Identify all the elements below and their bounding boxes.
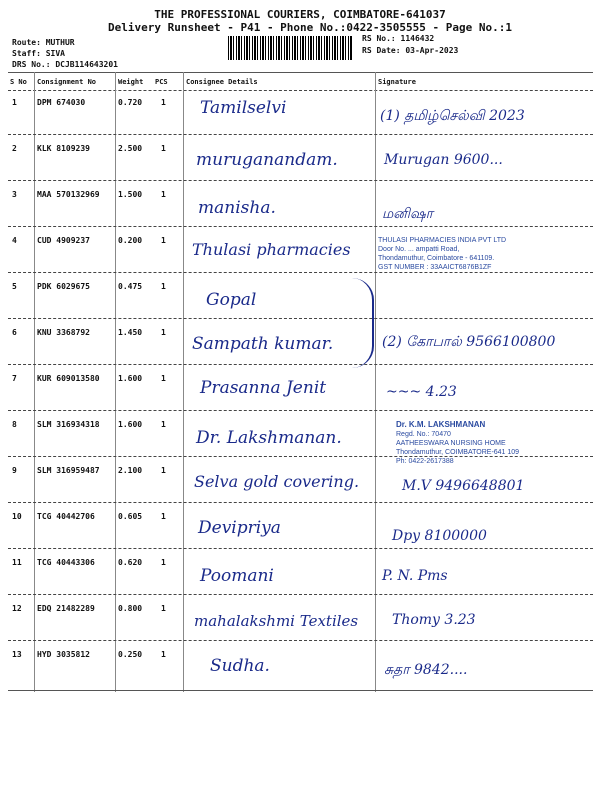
row-pcs: 1 [161, 558, 166, 567]
row-weight: 1.600 [118, 374, 143, 383]
row-rule [8, 456, 593, 457]
header-rule [8, 90, 593, 91]
row-sno: 11 [12, 558, 22, 567]
row-weight: 0.200 [118, 236, 143, 245]
company-title: THE PROFESSIONAL COURIERS, COIMBATORE-641037 [154, 8, 446, 21]
row-weight: 0.720 [118, 98, 143, 107]
row-pcs: 1 [161, 144, 166, 153]
row-consignee: Tamilselvi [200, 98, 287, 118]
row-consignment: EDQ 21482289 [37, 604, 95, 613]
staff-label: Staff: SIVA [12, 49, 65, 58]
row-pcs: 1 [161, 98, 166, 107]
runsheet-subtitle: Delivery Runsheet - P41 - Phone No.:0422-3505555 - Page No.:1 [108, 21, 512, 34]
row-weight: 0.800 [118, 604, 143, 613]
header-signature: Signature [378, 78, 416, 86]
row-weight: 0.605 [118, 512, 143, 521]
row-consignee: mahalakshmi Textiles [194, 612, 359, 630]
stamp-line: Regd. No.: 70470 [396, 431, 451, 438]
row-sno: 1 [12, 98, 17, 107]
header-weight: Weight [118, 78, 144, 86]
row-signature: ~~~ 4.23 [386, 384, 457, 400]
row-pcs: 1 [161, 282, 166, 291]
row-consignee: muruganandam. [196, 150, 338, 170]
row-consignee: Selva gold covering. [194, 472, 360, 491]
row-sno: 13 [12, 650, 22, 659]
row-pcs: 1 [161, 190, 166, 199]
row-weight: 1.600 [118, 420, 143, 429]
row-sno: 12 [12, 604, 22, 613]
row-consignment: KLK 8109239 [37, 144, 90, 153]
row-weight: 2.500 [118, 144, 143, 153]
stamp-line: Thondamuthur, Coimbatore - 641109. [378, 255, 495, 262]
row-signature: Thomy 3.23 [392, 612, 476, 628]
row-pcs: 1 [161, 650, 166, 659]
row-pcs: 1 [161, 604, 166, 613]
row-consignment: SLM 316934318 [37, 420, 100, 429]
row-rule [8, 226, 593, 227]
row-consignee: Sampath kumar. [192, 334, 334, 354]
header-consignment: Consignment No [37, 78, 97, 86]
row-signature: (1) தமிழ்செல்வி 2023 [380, 108, 525, 124]
barcode-image [228, 36, 353, 60]
col-divider [115, 72, 116, 692]
row-consignee: Dr. Lakshmanan. [196, 428, 342, 448]
table-bottom-rule [8, 690, 593, 691]
stamp-line: Dr. K.M. LAKSHMANAN [396, 420, 486, 429]
col-divider [34, 72, 35, 692]
row-consignment: DPM 674030 [37, 98, 86, 107]
row-pcs: 1 [161, 512, 166, 521]
row-consignee: Devipriya [198, 518, 281, 538]
row-pcs: 1 [161, 466, 166, 475]
stamp-line: Thondamuthur, COIMBATORE-641 109 [396, 449, 520, 456]
stamp-line: THULASI PHARMACIES INDIA PVT LTD [378, 237, 507, 244]
row-pcs: 1 [161, 420, 166, 429]
row-sno: 2 [12, 144, 17, 153]
row-consignment: TCG 40442706 [37, 512, 95, 521]
row-weight: 0.620 [118, 558, 143, 567]
rs-number: RS No.: 1146432 [362, 34, 435, 43]
row-sno: 5 [12, 282, 17, 291]
row-rule [8, 364, 593, 365]
row-weight: 2.100 [118, 466, 143, 475]
row-consignee: Poomani [200, 566, 274, 586]
row-rule [8, 134, 593, 135]
row-consignment: SLM 316959487 [37, 466, 100, 475]
row-rule [8, 594, 593, 595]
stamp-line: Door No. ... ampatti Road, [378, 246, 460, 253]
row-consignee: Sudha. [210, 656, 270, 676]
row-sno: 6 [12, 328, 17, 337]
thulasi-pharmacy-stamp [378, 236, 506, 272]
col-divider [183, 72, 184, 692]
header-sno: S No [10, 78, 27, 86]
row-sno: 3 [12, 190, 17, 199]
table-top-rule [8, 72, 593, 73]
row-consignment: MAA 570132969 [37, 190, 100, 199]
row-sno: 9 [12, 466, 17, 475]
row-rule [8, 502, 593, 503]
row-consignment: TCG 40443306 [37, 558, 95, 567]
row-sno: 7 [12, 374, 17, 383]
rs-date: RS Date: 03-Apr-2023 [362, 46, 459, 55]
row-consignment: KNU 3368792 [37, 328, 90, 337]
row-signature: M.V 9496648801 [402, 478, 525, 494]
row-consignee: manisha. [198, 198, 276, 218]
row-signature: Murugan 9600... [384, 152, 503, 168]
row-consignment: HYD 3035812 [37, 650, 90, 659]
handwritten-brace [352, 278, 374, 368]
header-consignee: Consignee Details [186, 78, 258, 86]
row-weight: 1.500 [118, 190, 143, 199]
row-sno: 4 [12, 236, 17, 245]
stamp-line: Ph: 0422-2617388 [396, 458, 454, 465]
route-label: Route: MUTHUR [12, 38, 75, 47]
row-rule [8, 272, 593, 273]
stamp-line: GST NUMBER : 33AAICT6876B1ZF [378, 264, 492, 271]
row-signature: மனிஷா [382, 206, 433, 222]
row-consignment: PDK 6029675 [37, 282, 90, 291]
row-pcs: 1 [161, 374, 166, 383]
row-pcs: 1 [161, 328, 166, 337]
stamp-line: AATHEESWARA NURSING HOME [396, 440, 506, 447]
row-weight: 0.250 [118, 650, 143, 659]
row-rule [8, 180, 593, 181]
row-signature: Dpy 8100000 [392, 528, 487, 544]
doctor-stamp [396, 420, 519, 466]
row-consignee: Prasanna Jenit [200, 378, 327, 398]
header-pcs: PCS [155, 78, 168, 86]
row-consignment: KUR 609013580 [37, 374, 100, 383]
row-consignee: Gopal [206, 290, 257, 310]
row-sno: 8 [12, 420, 17, 429]
drs-number: DRS No.: DCJB114643201 [12, 60, 118, 69]
row-sno: 10 [12, 512, 22, 521]
row-weight: 0.475 [118, 282, 143, 291]
row-pcs: 1 [161, 236, 166, 245]
row-signature: P. N. Pms [382, 568, 448, 584]
row-rule [8, 548, 593, 549]
row-consignee: Thulasi pharmacies [192, 240, 351, 259]
row-rule [8, 410, 593, 411]
row-consignment: CUD 4909237 [37, 236, 90, 245]
row-weight: 1.450 [118, 328, 143, 337]
row-rule [8, 318, 593, 319]
row-signature: (2) கோபால் 9566100800 [382, 334, 556, 350]
row-signature: சுதா 9842.... [384, 662, 468, 678]
col-divider [375, 72, 376, 692]
row-rule [8, 640, 593, 641]
